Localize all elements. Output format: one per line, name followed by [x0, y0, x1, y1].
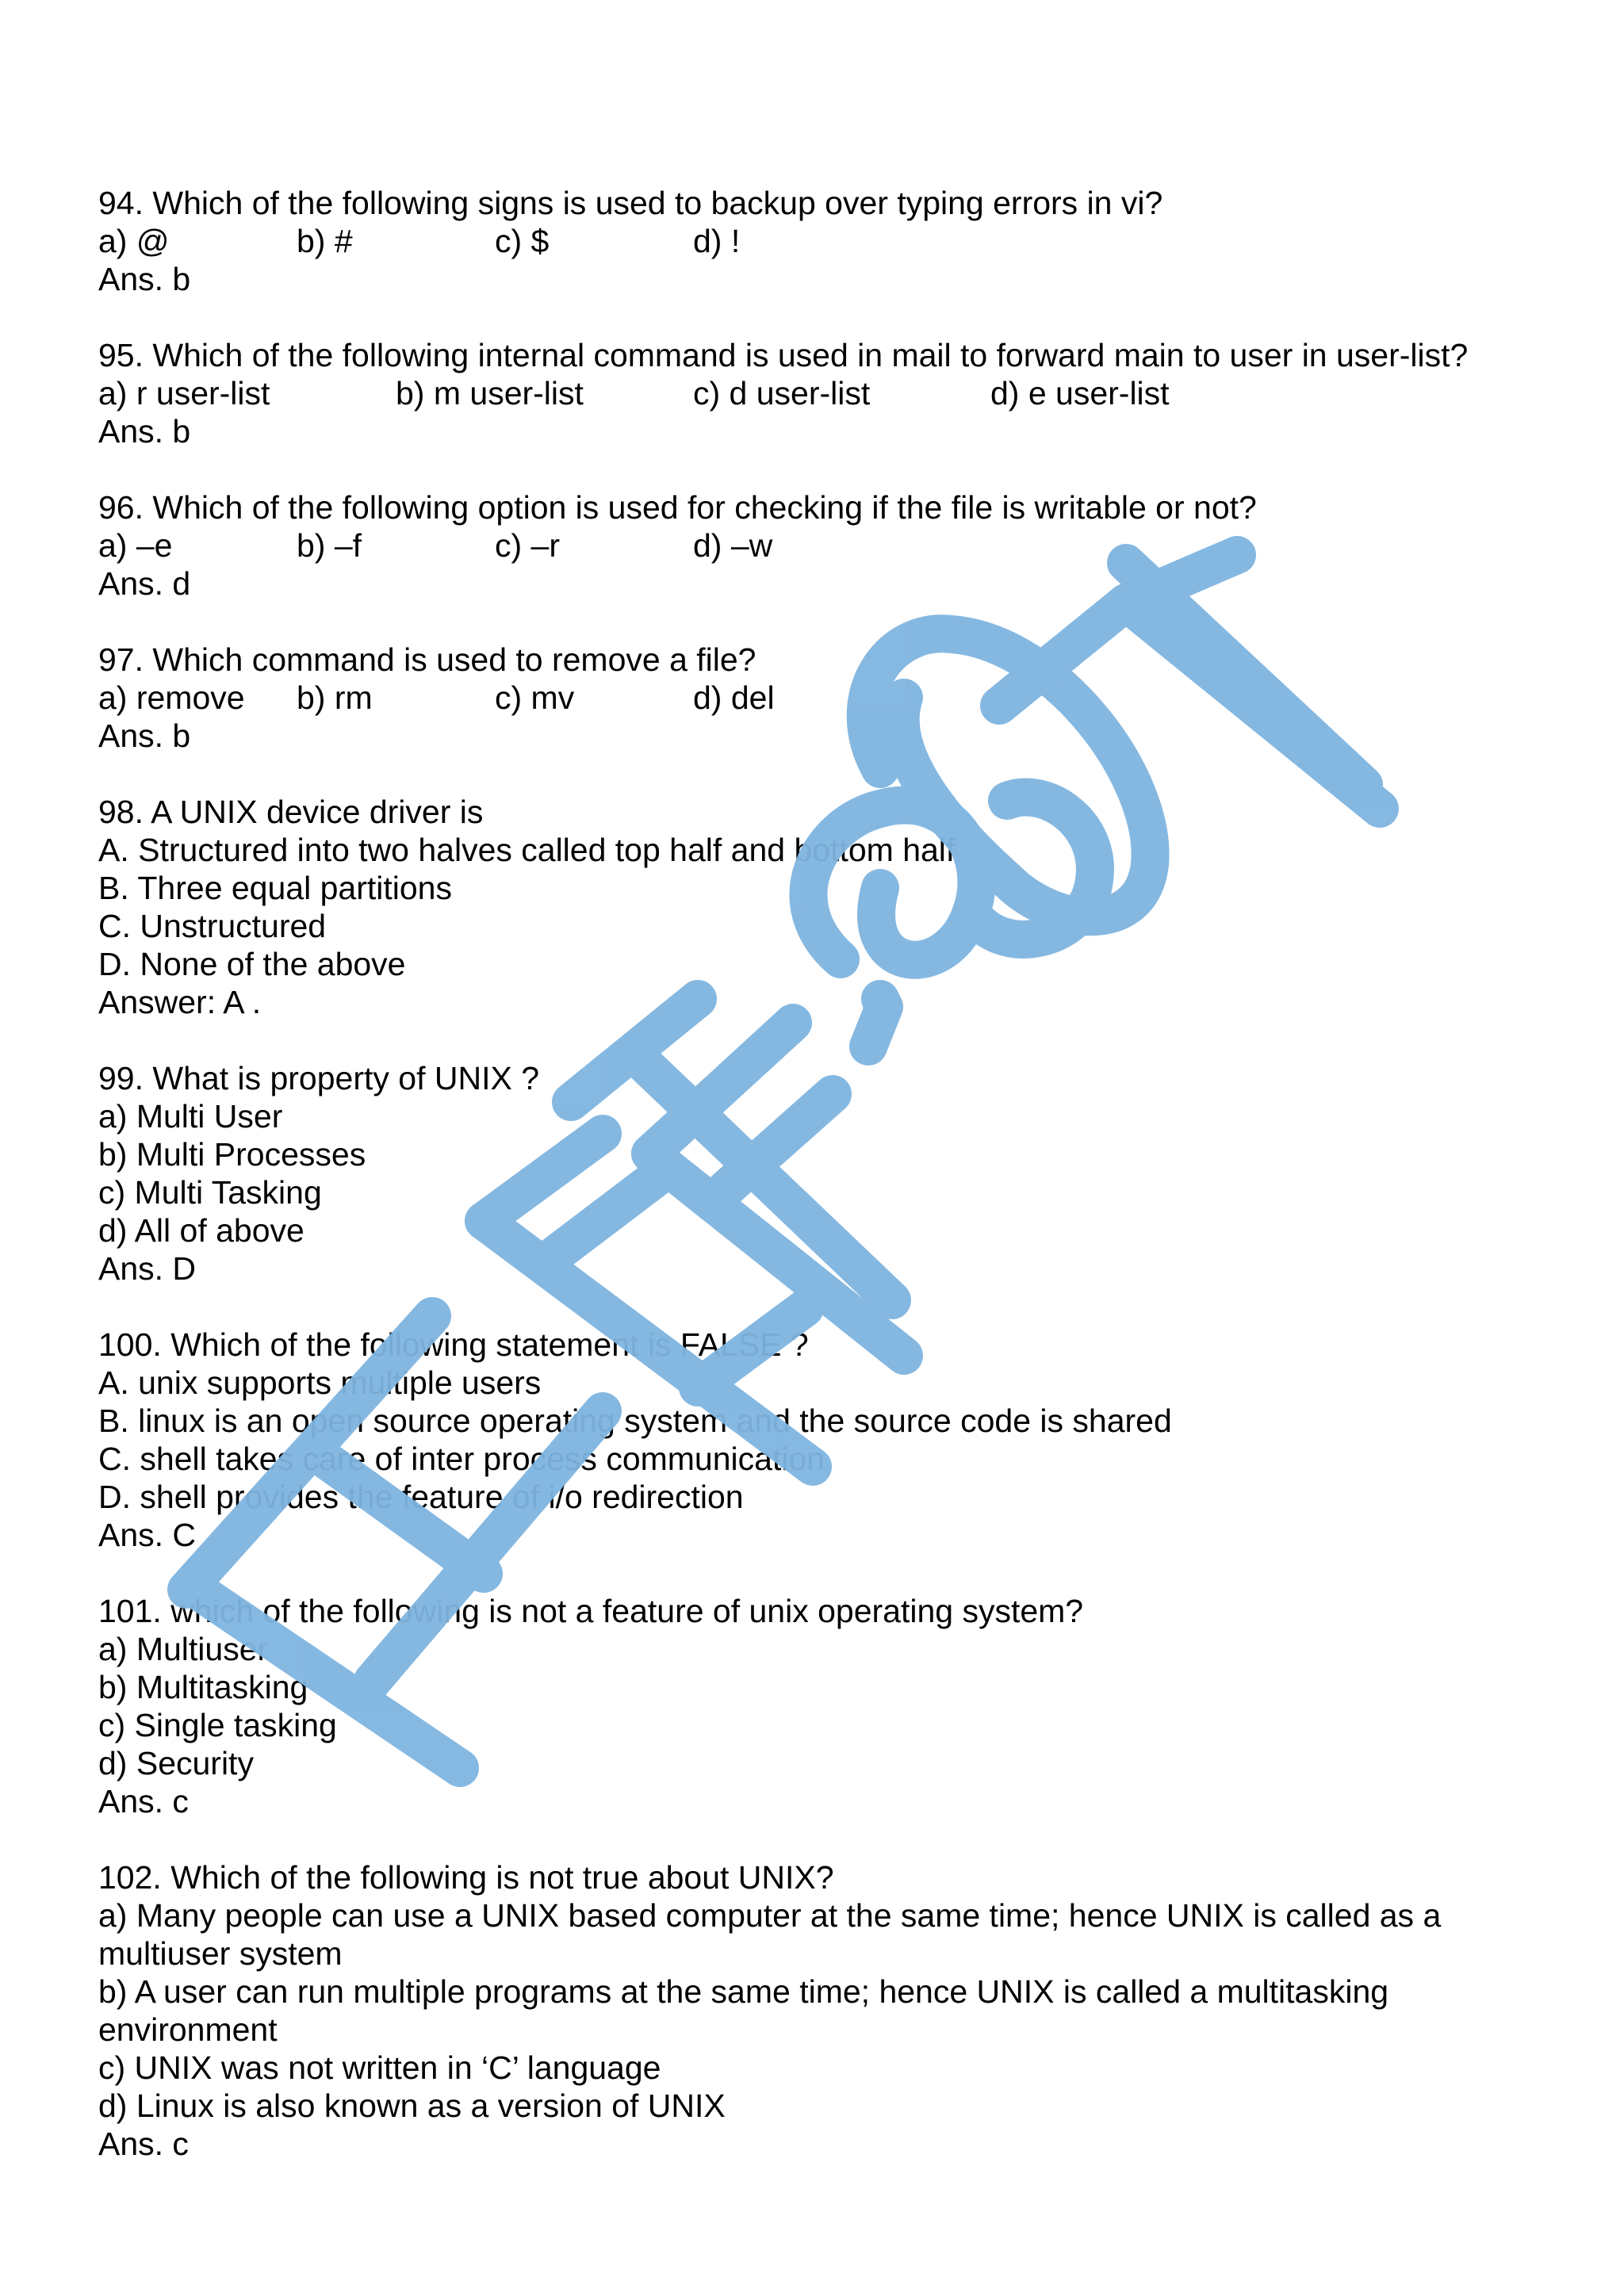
question-96-answer: Ans. d: [98, 565, 191, 602]
option: C. Unstructured: [98, 908, 327, 944]
option: c) –r: [495, 527, 560, 564]
question-95-options: [98, 374, 1526, 412]
question-97-options: [98, 679, 1526, 717]
question-102-answer: Ans. c: [98, 2126, 189, 2162]
option: B. Three equal partitions: [98, 870, 452, 906]
option: c) Single tasking: [98, 1707, 337, 1743]
option: c) mv: [495, 679, 575, 716]
option: environment: [98, 2011, 278, 2048]
option: b) Multitasking: [98, 1669, 308, 1705]
option: b) #: [297, 223, 353, 259]
option: b) Multi Processes: [98, 1136, 366, 1173]
option: C. shell takes care of inter process communication: [98, 1441, 825, 1477]
option: d) !: [693, 223, 741, 259]
question-97-text: 97. Which command is used to remove a file?: [98, 641, 756, 678]
option: a) r user-list: [98, 375, 270, 411]
option: a) Many people can use a UNIX based computer at the same time; hence UNIX is called as a: [98, 1897, 1442, 1934]
option: b) rm: [297, 679, 373, 716]
option: d) del: [693, 679, 775, 716]
option: B. linux is an open source operating system and the source code is shared: [98, 1402, 1172, 1439]
option: A. unix supports multiple users: [98, 1364, 542, 1401]
question-97-answer: Ans. b: [98, 718, 191, 754]
option: a) remove: [98, 679, 245, 716]
option: a) Multi User: [98, 1098, 283, 1135]
question-96-text: 96. Which of the following option is used for checking if the file is writable or not?: [98, 489, 1257, 526]
question-94-options: [98, 222, 1526, 260]
question-96-options: [98, 526, 1526, 564]
option: multiuser system: [98, 1935, 343, 1972]
question-99-answer: Ans. D: [98, 1250, 197, 1287]
option: d) Security: [98, 1745, 254, 1781]
option: b) m user-list: [396, 375, 584, 411]
question-98-text: 98. A UNIX device driver is: [98, 794, 484, 830]
option: a) @: [98, 223, 170, 259]
option: b) A user can run multiple programs at the same time; hence UNIX is called a multitasking: [98, 1973, 1389, 2010]
question-95-answer: Ans. b: [98, 413, 191, 450]
question-102-text: 102. Which of the following is not true about UNIX?: [98, 1859, 834, 1896]
option: b) –f: [297, 527, 362, 564]
option: c) UNIX was not written in ‘C’ language: [98, 2049, 661, 2086]
option: d) All of above: [98, 1212, 304, 1249]
question-94-answer: Ans. b: [98, 261, 191, 297]
question-94-text: 94. Which of the following signs is used to backup over typing errors in vi?: [98, 185, 1163, 221]
option: c) Multi Tasking: [98, 1174, 322, 1211]
option: d) e user-list: [990, 375, 1170, 411]
option: D. shell provides the feature of i/o redirection: [98, 1479, 744, 1515]
question-99-text: 99. What is property of UNIX ?: [98, 1060, 540, 1096]
option: a) –e: [98, 527, 173, 564]
question-101-text: 101. which of the following is not a feature of unix operating system?: [98, 1593, 1084, 1629]
question-101-answer: Ans. c: [98, 1783, 189, 1820]
option: d) –w: [693, 527, 773, 564]
question-98-answer: Answer: A .: [98, 984, 262, 1020]
question-95-text: 95. Which of the following internal command is used in mail to forward main to user in user-list?: [98, 337, 1469, 373]
option: D. None of the above: [98, 946, 406, 982]
option: d) Linux is also known as a version of UNIX: [98, 2087, 726, 2124]
option: c) d user-list: [693, 375, 871, 411]
option: a) Multiuser: [98, 1631, 269, 1667]
question-100-answer: Ans. C: [98, 1517, 197, 1553]
question-100-text: 100. Which of the following statement is FALSE ?: [98, 1326, 809, 1363]
option: A. Structured into two halves called top half and bottom half: [98, 832, 956, 868]
option: c) $: [495, 223, 550, 259]
